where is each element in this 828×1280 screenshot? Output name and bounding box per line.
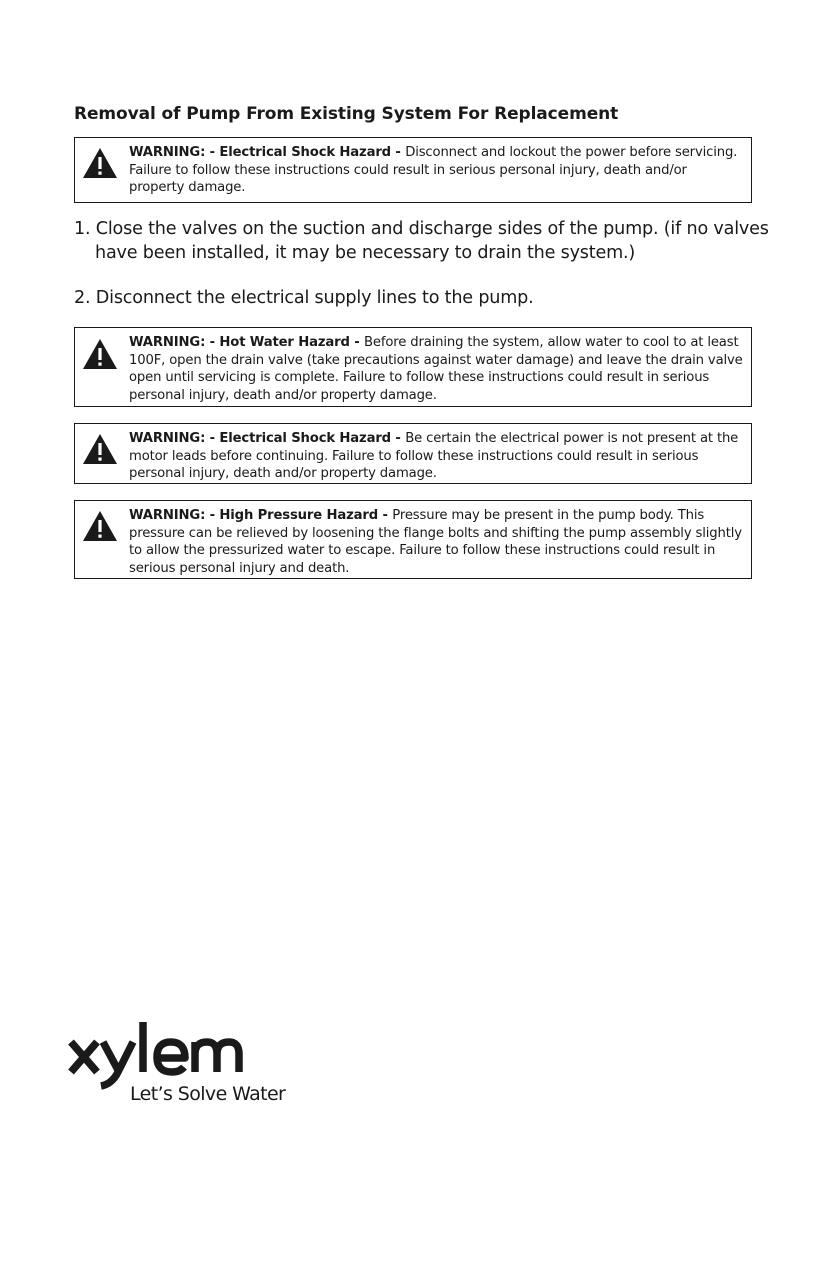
warning-text: Pressure may be present in the pump body. This pressure can be relieved by loosening the flange bolts and shifting the pump assembly slightly to allow the pressurized water to escape. Failure to follow these instructions could result in serious personal injury and death. — [129, 508, 742, 576]
warning-title: WARNING: - High Pressure Hazard - — [129, 508, 393, 523]
warning-title: WARNING: - Electrical Shock Hazard - — [129, 431, 406, 446]
warning-triangle-icon — [82, 510, 118, 542]
warning-text: Be certain the electrical power is not present at the motor leads before continuing. Failure to follow these instructions could result in serious personal injury, death and/or property damage. — [129, 431, 739, 481]
warning-box-hot-water — [74, 327, 752, 407]
section-heading: Removal of Pump From Existing System For Replacement — [74, 104, 619, 124]
warning-box-electrical-shock-2 — [74, 423, 752, 484]
step-2: 2. Disconnect the electrical supply lines to the pump. — [74, 288, 534, 308]
logo-tagline: Let’s Solve Water — [130, 1083, 286, 1105]
step-1: 1. Close the valves on the suction and discharge sides of the pump. (if no valves have been installed, it may be necessary to drain the system.) — [74, 219, 769, 263]
warning-title: WARNING: - Electrical Shock Hazard - — [129, 145, 406, 160]
warning-box-high-pressure — [74, 500, 752, 579]
warning-text: Disconnect and lockout the power before servicing. Failure to follow these instructions could result in serious personal injury, death and/or property damage. — [129, 145, 738, 195]
warning-text: Before draining the system, allow water to cool to at least 100F, open the drain valve (take precautions against water damage) and leave the drain valve open until servicing is complete. Failure to follow these instructions could result in serious personal injury, death and/or property damage. — [129, 335, 743, 403]
warning-title: WARNING: - Hot Water Hazard - — [129, 335, 364, 350]
warning-triangle-icon — [82, 147, 118, 179]
warning-triangle-icon — [82, 338, 118, 370]
warning-box-electrical-shock-1 — [74, 137, 752, 203]
warning-triangle-icon — [82, 433, 118, 465]
